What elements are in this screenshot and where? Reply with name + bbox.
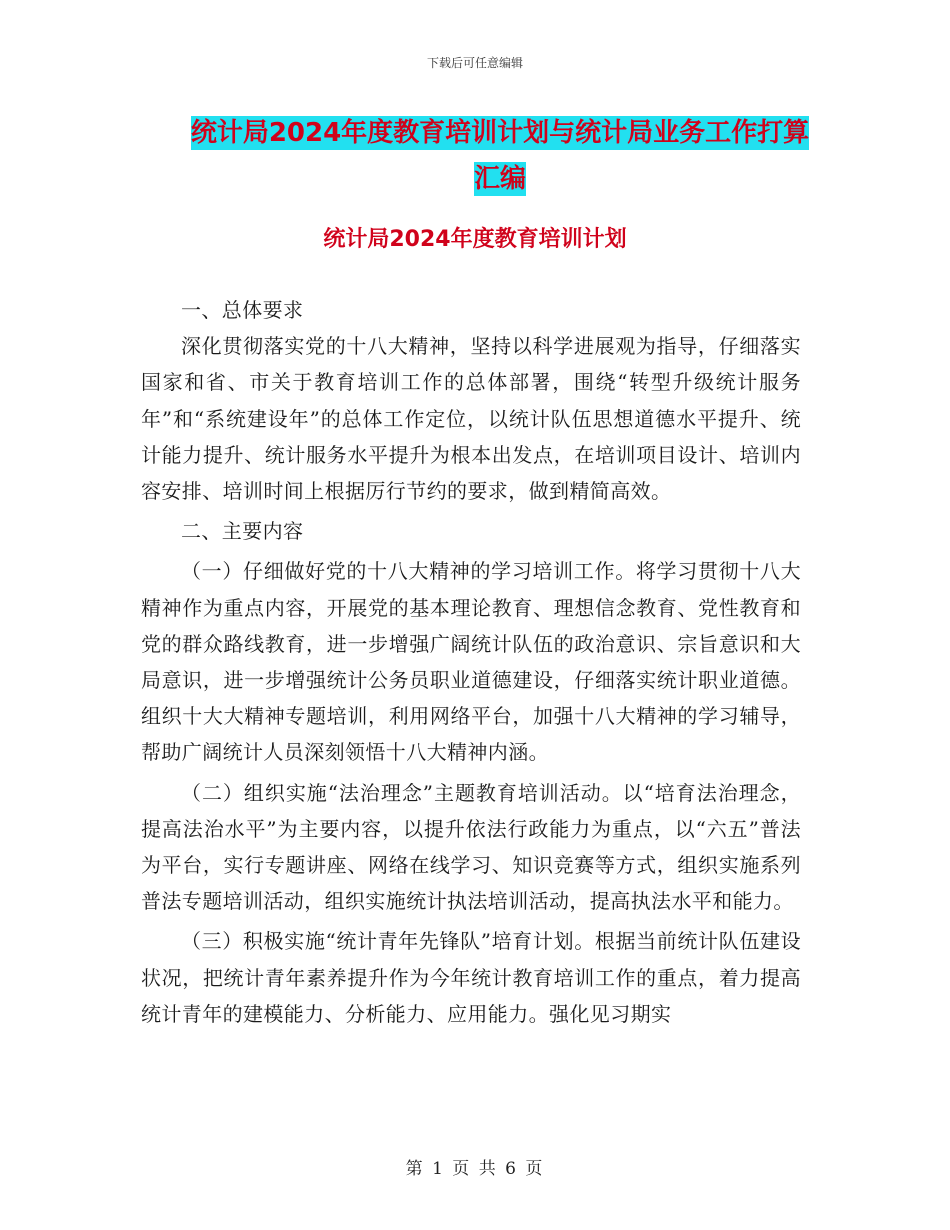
header-note: 下载后可任意编辑 <box>426 56 523 70</box>
section-title: 统计局2024年度教育培训计划 <box>323 227 627 252</box>
title-line-1: 统计局2024年度教育培训计划与统计局业务工作打算 <box>190 118 810 148</box>
page-footer: 第 1 页 共 6 页 <box>405 1159 545 1179</box>
heading-main-content: 二、主要内容 <box>181 519 304 544</box>
paragraph: （三）积极实施“统计青年先锋队”培育计划。根据当前统计队伍建设状况，把统计青年素养提升作为今年统计教育培训工作的重点，着力提高统计青年的建模能力、分析能力、应用能力。强化见习期实 <box>141 929 801 1026</box>
paragraph: （一）仔细做好党的十八大精神的学习培训工作。将学习贯彻十八大精神作为重点内容，开展党的基本理论教育、理想信念教育、党性教育和党的群众路线教育，进一步增强广阔统计队伍的政治意识、宗旨意识和大局意识，进一步增强统计公务员职业道德建设，仔细落实统计职业道德。组织十大大精神专题培训，利用网络平台，加强十八大精神的学习辅导，帮助广阔统计人员深刻领悟十八大精神内涵。 <box>141 559 801 765</box>
title-line-2: 汇编 <box>473 164 526 194</box>
document-title <box>140 110 860 202</box>
paragraph: （二）组织实施“法治理念”主题教育培训活动。以“培育法治理念，提高法治水平”为主要内容，以提升依法行政能力为重点，以“六五”普法为平台，实行专题讲座、网络在线学习、知识竞赛等方式，组织实施系列普法专题培训活动，组织实施统计执法培训活动，提高执法水平和能力。 <box>141 780 801 914</box>
document-body <box>141 292 801 1032</box>
paragraph: 深化贯彻落实党的十八大精神，坚持以科学进展观为指导，仔细落实国家和省、市关于教育培训工作的总体部署，围绕“转型升级统计服务年”和“系统建设年”的总体工作定位，以统计队伍思想道德水平提升、统计能力提升、统计服务水平提升为根本出发点，在培训项目设计、培训内容安排、培训时间上根据厉行节约的要求，做到精简高效。 <box>141 334 801 504</box>
heading-overall-requirements: 一、总体要求 <box>181 298 304 322</box>
